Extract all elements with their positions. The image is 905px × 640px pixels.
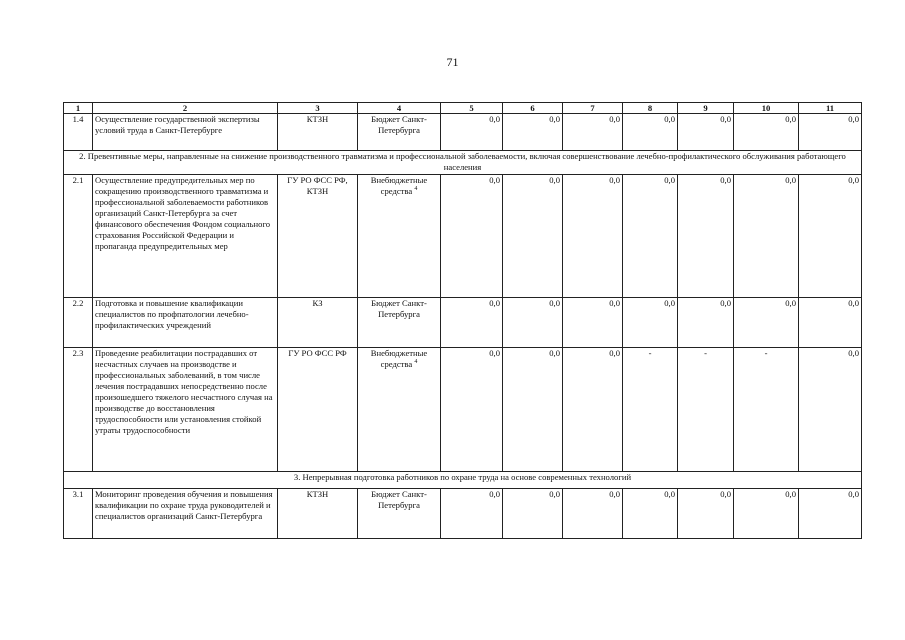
row-number: 2.2	[64, 298, 93, 348]
funding-source	[358, 298, 441, 348]
funding-source	[358, 348, 441, 472]
measure-name: Проведение реабилитации пострадавших от несчастных случаев на производстве и профессиональных заболеваний, в том числе лечения пострадавших непосредственно после произошедшего тяжелого несчастного случая на производстве до восстановления трудоспособности или установления стойкой утраты трудоспособности	[93, 348, 278, 472]
value-cell: 0,0	[734, 114, 799, 151]
value-cell: 0,0	[563, 489, 623, 539]
section-heading: 2. Превентивные меры, направленные на снижение производственного травматизма и профессиональной заболеваемости, включая совершенствование лечебно-профилактического обслуживания работающего населения	[64, 151, 862, 175]
value-cell: 0,0	[441, 114, 503, 151]
executor: ГУ РО ФСС РФ	[278, 348, 358, 472]
value-cell: 0,0	[503, 348, 563, 472]
header-cell: 10	[734, 103, 799, 114]
value-cell: -	[734, 348, 799, 472]
header-cell: 3	[278, 103, 358, 114]
table-row	[64, 175, 862, 298]
value-cell: -	[623, 348, 678, 472]
table-row	[64, 489, 862, 539]
funding-source-text: Бюджет Санкт-Петербурга	[371, 298, 427, 319]
header-cell: 4	[358, 103, 441, 114]
value-cell: 0,0	[734, 489, 799, 539]
executor: КТЗН	[278, 114, 358, 151]
value-cell: 0,0	[678, 298, 734, 348]
value-cell: 0,0	[441, 175, 503, 298]
value-cell: 0,0	[799, 298, 862, 348]
funding-source-text: Бюджет Санкт-Петербурга	[371, 489, 427, 510]
value-cell: 0,0	[563, 348, 623, 472]
value-cell: 0,0	[799, 114, 862, 151]
value-cell: 0,0	[623, 298, 678, 348]
value-cell: 0,0	[623, 175, 678, 298]
measure-name: Мониторинг проведения обучения и повышения квалификации по охране труда руководителей и специалистов организаций Санкт-Петербурга	[93, 489, 278, 539]
executor: КТЗН	[278, 489, 358, 539]
executor: ГУ РО ФСС РФ, КТЗН	[278, 175, 358, 298]
measure-name: Осуществление предупредительных мер по сокращению производственного травматизма и профессиональной заболеваемости работников организаций Санкт-Петербурга за счет финансового обеспечения Фондом социального страхования Российской Федерации и пропаганда предупредительных мер	[93, 175, 278, 298]
value-cell: 0,0	[678, 114, 734, 151]
value-cell: 0,0	[563, 298, 623, 348]
funding-source	[358, 489, 441, 539]
header-cell: 11	[799, 103, 862, 114]
value-cell: 0,0	[441, 298, 503, 348]
funding-source-text: Бюджет Санкт-Петербурга	[371, 114, 427, 135]
value-cell: 0,0	[623, 114, 678, 151]
funding-source-text: Внебюджетные средства	[370, 348, 428, 369]
table-row	[64, 298, 862, 348]
funding-source	[358, 175, 441, 298]
value-cell: 0,0	[503, 114, 563, 151]
page-number: 71	[446, 55, 459, 69]
value-cell: 0,0	[503, 298, 563, 348]
program-table	[63, 102, 862, 539]
value-cell: 0,0	[678, 489, 734, 539]
table-row	[64, 114, 862, 151]
value-cell: 0,0	[503, 175, 563, 298]
executor: КЗ	[278, 298, 358, 348]
value-cell: 0,0	[799, 489, 862, 539]
header-cell: 2	[93, 103, 278, 114]
value-cell: 0,0	[678, 175, 734, 298]
funding-source	[358, 114, 441, 151]
header-cell: 5	[441, 103, 503, 114]
value-cell: 0,0	[563, 175, 623, 298]
value-cell: 0,0	[734, 175, 799, 298]
value-cell: 0,0	[623, 489, 678, 539]
section-row	[64, 151, 862, 175]
value-cell: 0,0	[563, 114, 623, 151]
row-number: 1.4	[64, 114, 93, 151]
header-cell: 1	[64, 103, 93, 114]
footnote-mark: 4	[414, 186, 418, 193]
value-cell: 0,0	[799, 348, 862, 472]
value-cell: 0,0	[734, 298, 799, 348]
row-number: 2.1	[64, 175, 93, 298]
header-cell: 9	[678, 103, 734, 114]
funding-source-text: Внебюджетные средства	[370, 175, 428, 196]
header-cell: 8	[623, 103, 678, 114]
value-cell: 0,0	[799, 175, 862, 298]
header-cell: 7	[563, 103, 623, 114]
footnote-mark: 4	[414, 359, 418, 366]
value-cell: 0,0	[441, 489, 503, 539]
section-heading: 3. Непрерывная подготовка работников по охране труда на основе современных технологий	[64, 472, 862, 489]
row-number: 3.1	[64, 489, 93, 539]
value-cell: -	[678, 348, 734, 472]
table-row	[64, 348, 862, 472]
header-row	[64, 103, 862, 114]
value-cell: 0,0	[503, 489, 563, 539]
measure-name: Осуществление государственной экспертизы условий труда в Санкт-Петербурге	[93, 114, 278, 151]
header-cell: 6	[503, 103, 563, 114]
value-cell: 0,0	[441, 348, 503, 472]
section-row	[64, 472, 862, 489]
row-number: 2.3	[64, 348, 93, 472]
measure-name: Подготовка и повышение квалификации специалистов по профпатологии лечебно-профилактических учреждений	[93, 298, 278, 348]
